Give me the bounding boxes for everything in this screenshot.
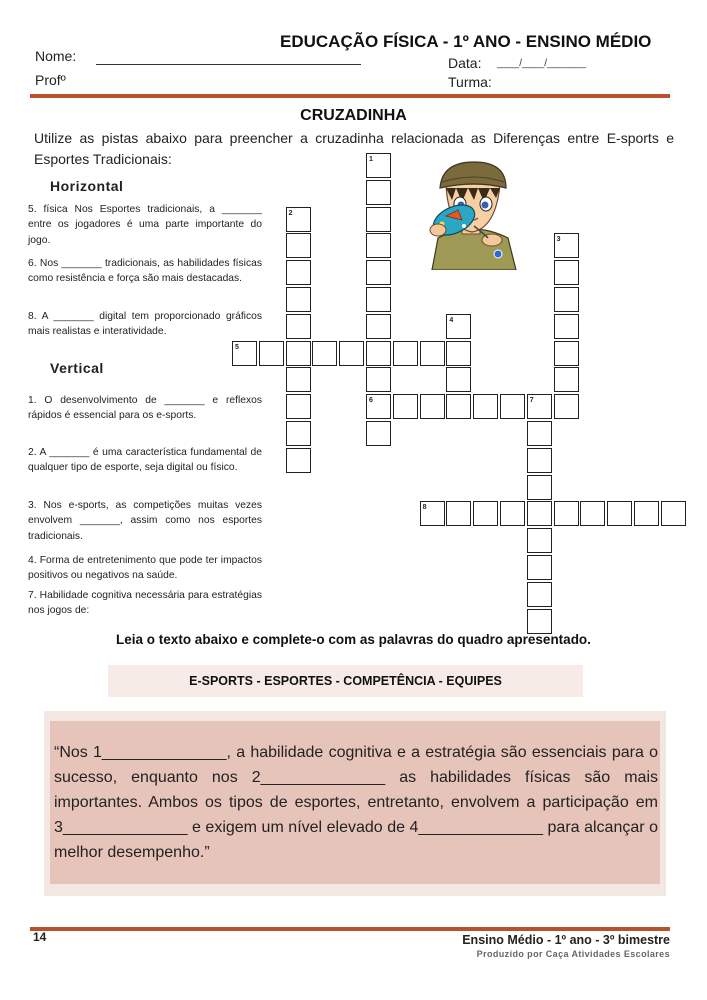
crossword-cell[interactable] (473, 394, 498, 419)
crossword-cell[interactable] (527, 609, 552, 634)
teacher-label: Profº (35, 72, 66, 88)
crossword-cell[interactable] (366, 421, 391, 446)
crossword-cell[interactable] (366, 341, 391, 366)
completion-text: “Nos 1______________, a habilidade cognitiva e a estratégia são essenciais para o sucesso, enquanto nos 2______________ as habilidades físicas são mais importantes. Ambos os tipos de esportes, entretanto, envolvem a participação em 3______________ e exigem um nível elevado de 4______________ para alcançar o melhor desempenho.” (54, 744, 658, 861)
crossword-cell[interactable] (527, 582, 552, 607)
crossword-cell[interactable] (366, 367, 391, 392)
crossword-cell[interactable] (366, 287, 391, 312)
crossword-cell[interactable] (420, 394, 445, 419)
crossword-cell[interactable] (527, 475, 552, 500)
clue-h8: 8. A _______ digital tem proporcionado gráficos mais realistas e interatividade. (28, 311, 262, 338)
clue-v3: 3. Nos e-sports, as competições muitas vezes envolvem _______, assim como nos esportes tradicionais. (28, 500, 262, 542)
footer-credit: Produzido por Caça Atividades Escolares (476, 949, 670, 959)
crossword-cell[interactable] (554, 501, 579, 526)
crossword-cell[interactable] (527, 528, 552, 553)
clue-v1: 1. O desenvolvimento de _______ e reflexos rápidos é essencial para os e-sports. (28, 395, 262, 422)
crossword-number: 4 (449, 316, 454, 324)
crossword-number: 3 (556, 236, 561, 244)
crossword-number: 8 (422, 504, 427, 512)
date-label: Data: (448, 55, 482, 71)
crossword-cell[interactable] (446, 367, 471, 392)
crossword-cell[interactable] (607, 501, 632, 526)
crossword-cell[interactable] (286, 394, 311, 419)
word-bank: E-SPORTS - ESPORTES - COMPETÊNCIA - EQUIPES (108, 665, 583, 697)
crossword-number: 5 (235, 343, 239, 351)
crossword-cell[interactable] (554, 260, 579, 285)
crossword-cell[interactable] (446, 394, 471, 419)
crossword-number: 7 (529, 397, 534, 405)
crossword-cell[interactable] (554, 341, 579, 366)
horizontal-heading: Horizontal (50, 178, 124, 194)
footer-series: Ensino Médio - 1º ano - 3º bimestre (462, 933, 670, 947)
crossword-cell[interactable] (286, 287, 311, 312)
crossword-cell[interactable] (366, 180, 391, 205)
crossword-cell[interactable] (554, 314, 579, 339)
clue-v2: 2. A _______ é uma característica fundamental de qualquer tipo de esporte, seja digital ou físico. (28, 447, 262, 474)
completion-instruction: Leia o texto abaixo e complete-o com as palavras do quadro apresentado. (116, 632, 591, 647)
crossword-number: 2 (288, 209, 293, 217)
page-title: EDUCAÇÃO FÍSICA - 1º ANO - ENSINO MÉDIO (280, 32, 652, 51)
crossword-cell[interactable] (286, 367, 311, 392)
clue-v7: 7. Habilidade cognitiva necessária para estratégias nos jogos de: (28, 590, 262, 617)
crossword-title: CRUZADINHA (300, 107, 407, 124)
crossword-cell[interactable] (393, 341, 418, 366)
crossword-cell[interactable] (286, 233, 311, 258)
crossword-cell[interactable] (527, 555, 552, 580)
crossword-cell[interactable] (500, 394, 525, 419)
clue-h6: 6. Nos _______ tradicionais, as habilidades físicas como resistência e força são mais destacadas. (28, 258, 262, 285)
crossword-cell[interactable] (339, 341, 364, 366)
crossword-cell[interactable] (286, 260, 311, 285)
crossword-cell[interactable] (312, 341, 337, 366)
crossword-number: 1 (369, 156, 373, 163)
crossword-cell[interactable] (527, 421, 552, 446)
crossword-cell[interactable] (580, 501, 605, 526)
name-label: Nome: (35, 48, 77, 64)
crossword-cell[interactable] (366, 207, 391, 232)
crossword-cell[interactable] (366, 260, 391, 285)
crossword-cell[interactable] (554, 394, 579, 419)
crossword-intro: Utilize as pistas abaixo para preencher a cruzadinha relacionada as Diferenças entre E-sports e Esportes Tradicionais: (34, 130, 674, 167)
crossword-number: 6 (369, 397, 373, 405)
crossword-cell[interactable] (661, 501, 686, 526)
crossword-cell[interactable] (286, 314, 311, 339)
crossword-cell[interactable] (554, 367, 579, 392)
crossword-cell[interactable] (554, 287, 579, 312)
crossword-cell[interactable] (473, 501, 498, 526)
date-field[interactable]: ____/____/_______ (497, 58, 586, 69)
crossword-cell[interactable] (420, 341, 445, 366)
crossword-cell[interactable] (634, 501, 659, 526)
crossword-cell[interactable] (286, 448, 311, 473)
clue-v4: 4. Forma de entretenimento que pode ter impactos positivos ou negativos na saúde. (28, 555, 262, 582)
page-number: 14 (33, 930, 47, 944)
crossword-cell[interactable] (446, 341, 471, 366)
crossword-cell[interactable] (393, 394, 418, 419)
crossword-cell[interactable] (527, 501, 552, 526)
class-label: Turma: (448, 74, 492, 90)
crossword-cell[interactable] (286, 421, 311, 446)
crossword-cell[interactable] (527, 448, 552, 473)
vertical-heading: Vertical (50, 360, 104, 376)
clue-h5: 5. física Nos Esportes tradicionais, a _______ entre os jogadores é uma parte importante do jogo. (28, 204, 262, 246)
footer-divider (30, 927, 670, 931)
crossword-cell[interactable] (286, 341, 311, 366)
crossword-cell[interactable] (500, 501, 525, 526)
crossword-cell[interactable] (259, 341, 284, 366)
crossword-cell[interactable] (366, 314, 391, 339)
crossword-cell[interactable] (366, 233, 391, 258)
gamer-boy-illustration (418, 158, 526, 270)
crossword-cell[interactable] (446, 501, 471, 526)
